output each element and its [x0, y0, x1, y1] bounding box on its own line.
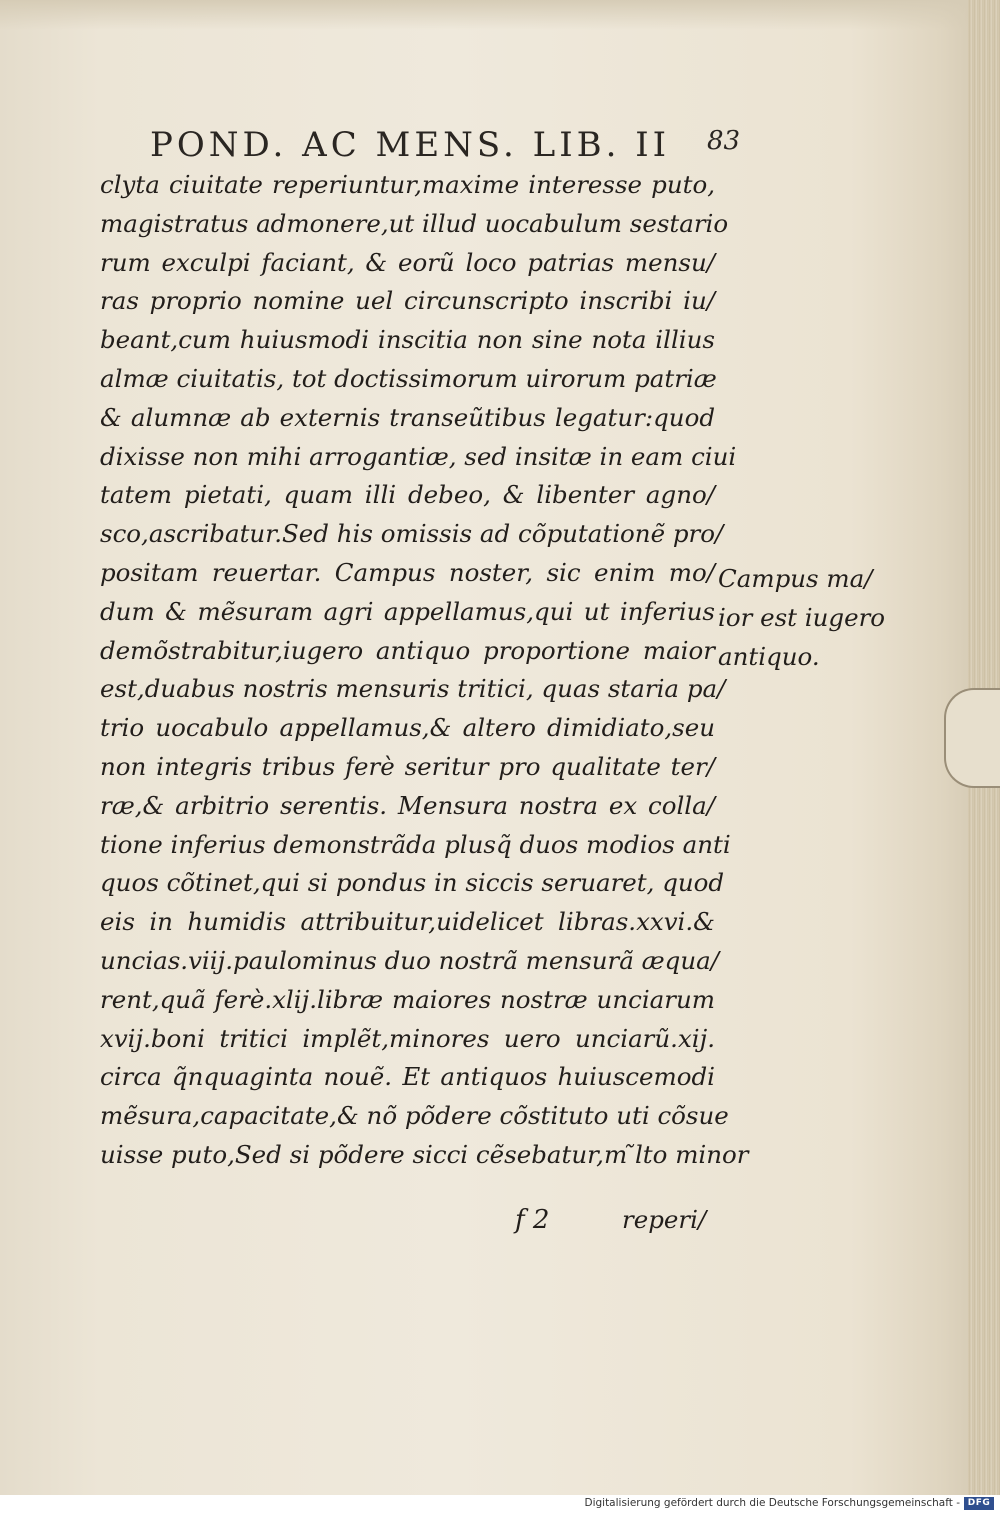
text-line: uncias.viij.paulominus duo nostrã mensurã æqua/ [100, 945, 719, 975]
footer-credit: Digitalisierung gefördert durch die Deutsche Forschungsgemeinschaft - [584, 1497, 960, 1509]
text-line: ras proprio nomine uel circunscripto inscribi iu/ [100, 286, 715, 316]
text-line: uisse puto,Sed si põdere sicci cẽsebatur,m ̃lto minor [100, 1139, 749, 1169]
text-line: non integris tribus ferè seritur pro qualitate ter/ [100, 751, 715, 781]
text-line: magistratus admonere,ut illud uocabulum sestario [100, 208, 729, 238]
text-line: clyta ciuitate reperiuntur,maxime interesse puto, [100, 170, 715, 199]
marginal-note-line: ior est iugero [718, 603, 886, 632]
page-number: 83 [707, 126, 741, 156]
text-line: almæ ciuitatis, tot doctissimorum uirorum patriæ [100, 363, 717, 393]
marginal-note-line: Campus ma/ [718, 564, 873, 593]
marginal-note-line: antiquo. [718, 642, 820, 671]
text-line: rum exculpi faciant, & eorũ loco patrias mensu/ [100, 247, 715, 277]
text-line: trio uocabulo appellamus,& altero dimidiato,seu [100, 713, 715, 743]
text-line: circa q̃nquaginta nouẽ. Et antiquos huiuscemodi [100, 1062, 715, 1092]
text-line: & alumnæ ab externis transeũtibus legatur:quod [100, 402, 715, 432]
text-line: demõstrabitur,iugero antiquo proportione maior [100, 635, 715, 665]
text-line: beant,cum huiusmodi inscitia non sine nota illius [100, 325, 715, 355]
text-line: positam reuertar. Campus noster, sic enim mo/ [100, 557, 715, 587]
text-line: sco,ascribatur.Sed his omissis ad cõputationẽ pro/ [100, 519, 724, 549]
text-line: ræ,& arbitrio serentis. Mensura nostra ex colla/ [100, 790, 715, 820]
text-line: mẽsura,capacitate,& nõ põdere cõstituto uti cõsue [100, 1101, 729, 1131]
page-tab-marker [944, 688, 1000, 788]
catchword: reperi/ [622, 1205, 707, 1234]
text-line: rent,quã ferè.xlij.libræ maiores nostræ unciarum [100, 984, 715, 1014]
text-line: eis in humidis attribuitur,uidelicet libras.xxvi.& [100, 907, 715, 937]
dfg-logo-icon: DFG [964, 1497, 994, 1510]
text-line: dum & mẽsuram agri appellamus,qui ut inferius [100, 596, 715, 626]
text-line: tione inferius demonstrãda plusq̃ duos modios anti [100, 829, 731, 859]
signature-mark: f 2 [515, 1205, 550, 1235]
text-line: xvij.boni tritici implẽt,minores uero unciarũ.xij. [100, 1023, 715, 1053]
body-text [100, 166, 749, 1175]
page-top-shadow [0, 0, 1000, 30]
text-line: tatem pietati, quam illi debeo, & libenter agno/ [100, 480, 715, 510]
text-line: dixisse non mihi arrogantiæ, sed insitæ in eam ciui [100, 441, 737, 471]
text-line: est,duabus nostris mensuris tritici, quas staria pa/ [100, 674, 726, 704]
marginal-note [718, 559, 898, 676]
running-head: POND. AC MENS. LIB. II [150, 125, 671, 165]
text-line: quos cõtinet,qui si pondus in siccis seruaret, quod [100, 868, 725, 898]
